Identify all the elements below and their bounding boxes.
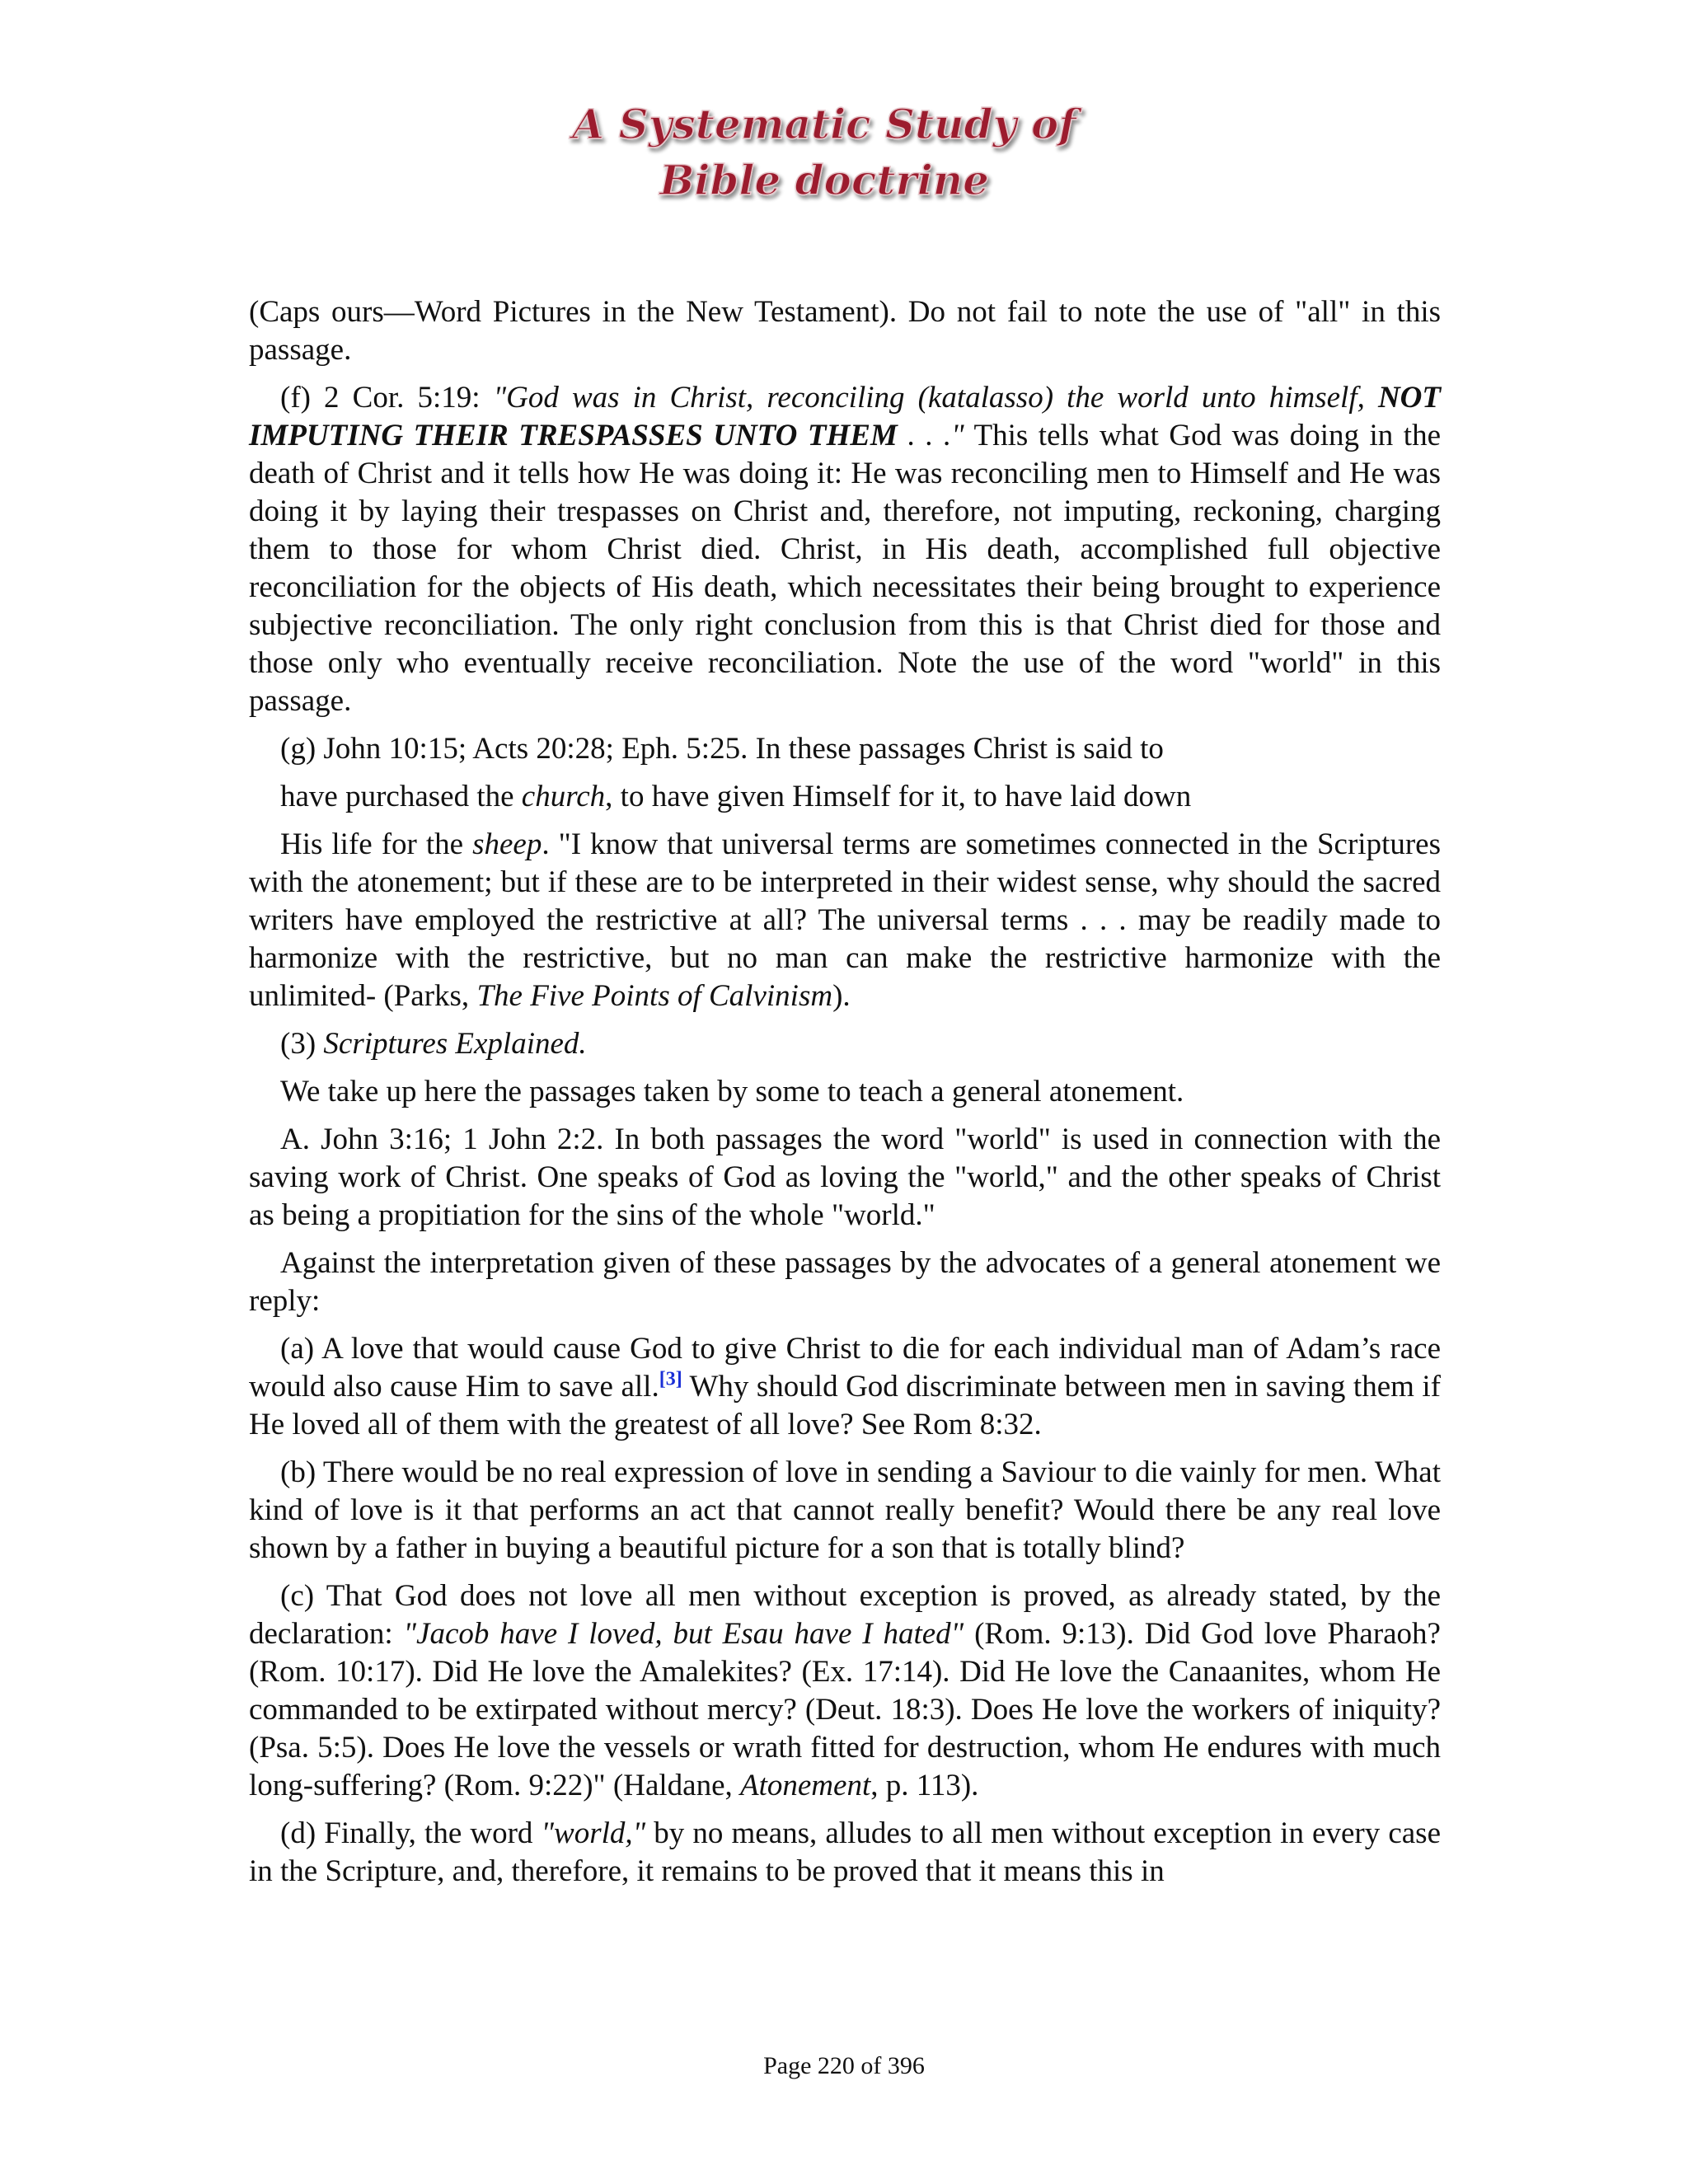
page-body (249, 293, 1441, 1900)
paragraph-against: Against the interpretation given of these passages by the advocates of a general atonement we reply: (249, 1246, 1441, 1318)
logo-line-2: Bible doctrine (659, 156, 989, 204)
paragraph-f: (f) 2 Cor. 5:19: "God was in Christ, reconciling (katalasso) the world unto himself, NOT IMPUTING THEIR TRESPASSES UNTO THEM . . ." This tells what God was doing in the death of Christ and it tells how He was doing it: He was reconciling men to Himself and He was doing it by laying their trespasses on Christ and, therefore, not imputing, reckoning, charging them to those for whom Christ died. Christ, in His death, accomplished full objective reconciliation for the objects of His death, which necessitates their being brought to experience subjective reconciliation. The only right conclusion from this is that Christ died for those and those only who eventually receive reconciliation. Note the use of the word "world" in this passage. (249, 381, 1441, 718)
page-number: Page 220 of 396 (763, 2052, 925, 2079)
logo-line-1: A Systematic Study of (572, 100, 1076, 148)
paragraph-caps-ours: (Caps ours—Word Pictures in the New Testament). Do not fail to note the use of "all" in this passage. (249, 295, 1441, 367)
paragraph-purchased-church: have purchased the church, to have given Himself for it, to have laid down (280, 780, 1192, 813)
paragraph-d-world: (d) Finally, the word "world," by no means, alludes to all men without exception in every case in the Scripture, and, therefore, it remains to be proved that it means this in (249, 1816, 1441, 1888)
paragraph-general-atonement: We take up here the passages taken by some to teach a general atonement. (280, 1075, 1184, 1108)
paragraph-a-love: (a) A love that would cause God to give Christ to die for each individual man of Adam’s race would also cause Him to save all.[3] Why should God discriminate between men in saving them if He loved all of them with the greatest of all love? See Rom 8:32. (249, 1332, 1441, 1441)
paragraph-g: (g) John 10:15; Acts 20:28; Eph. 5:25. In these passages Christ is said to (280, 732, 1164, 766)
section-heading-scriptures-explained: (3) Scriptures Explained. (280, 1027, 587, 1061)
paragraph-a-john: A. John 3:16; 1 John 2:2. In both passages the word "world" is used in connection with the saving work of Christ. One speaks of God as loving the "world," and the other speaks of Christ as being a propitiation for the sins of the whole "world." (249, 1122, 1441, 1232)
header-logo (528, 97, 1121, 221)
paragraph-b-love: (b) There would be no real expression of love in sending a Saviour to die vainly for men. What kind of love is it that performs an act that cannot really benefit? Would there be any real love shown by a father in buying a beautiful picture for a son that is totally blind? (249, 1455, 1441, 1565)
paragraph-c-god: (c) That God does not love all men without exception is proved, as already stated, by the declaration: "Jacob have I loved, but Esau have I hated" (Rom. 9:13). Did God love Pharaoh? (Rom. 10:17). Did He love the Amalekites? (Ex. 17:14). Did He love the Canaanites, whom He commanded to be extirpated without mercy? (Deut. 18:3). Does He love the workers of iniquity? (Psa. 5:5). Does He love the vessels or wrath fitted for destruction, whom He endures with much long-suffering? (Rom. 9:22)" (Haldane, Atonement, p. 113). (249, 1579, 1441, 1802)
footnote-link-3[interactable]: [3] (659, 1368, 682, 1390)
paragraph-sheep: His life for the sheep. "I know that universal terms are sometimes connected in the Scriptures with the atonement; but if these are to be interpreted in their widest sense, why should the sacred writers have employed the restrictive at all? The universal terms . . . may be readily made to harmonize with the restrictive, but no man can make the restrictive harmonize with the unlimited- (Parks, The Five Points of Calvinism). (249, 827, 1442, 1013)
gothic-title-logo (528, 97, 1121, 221)
